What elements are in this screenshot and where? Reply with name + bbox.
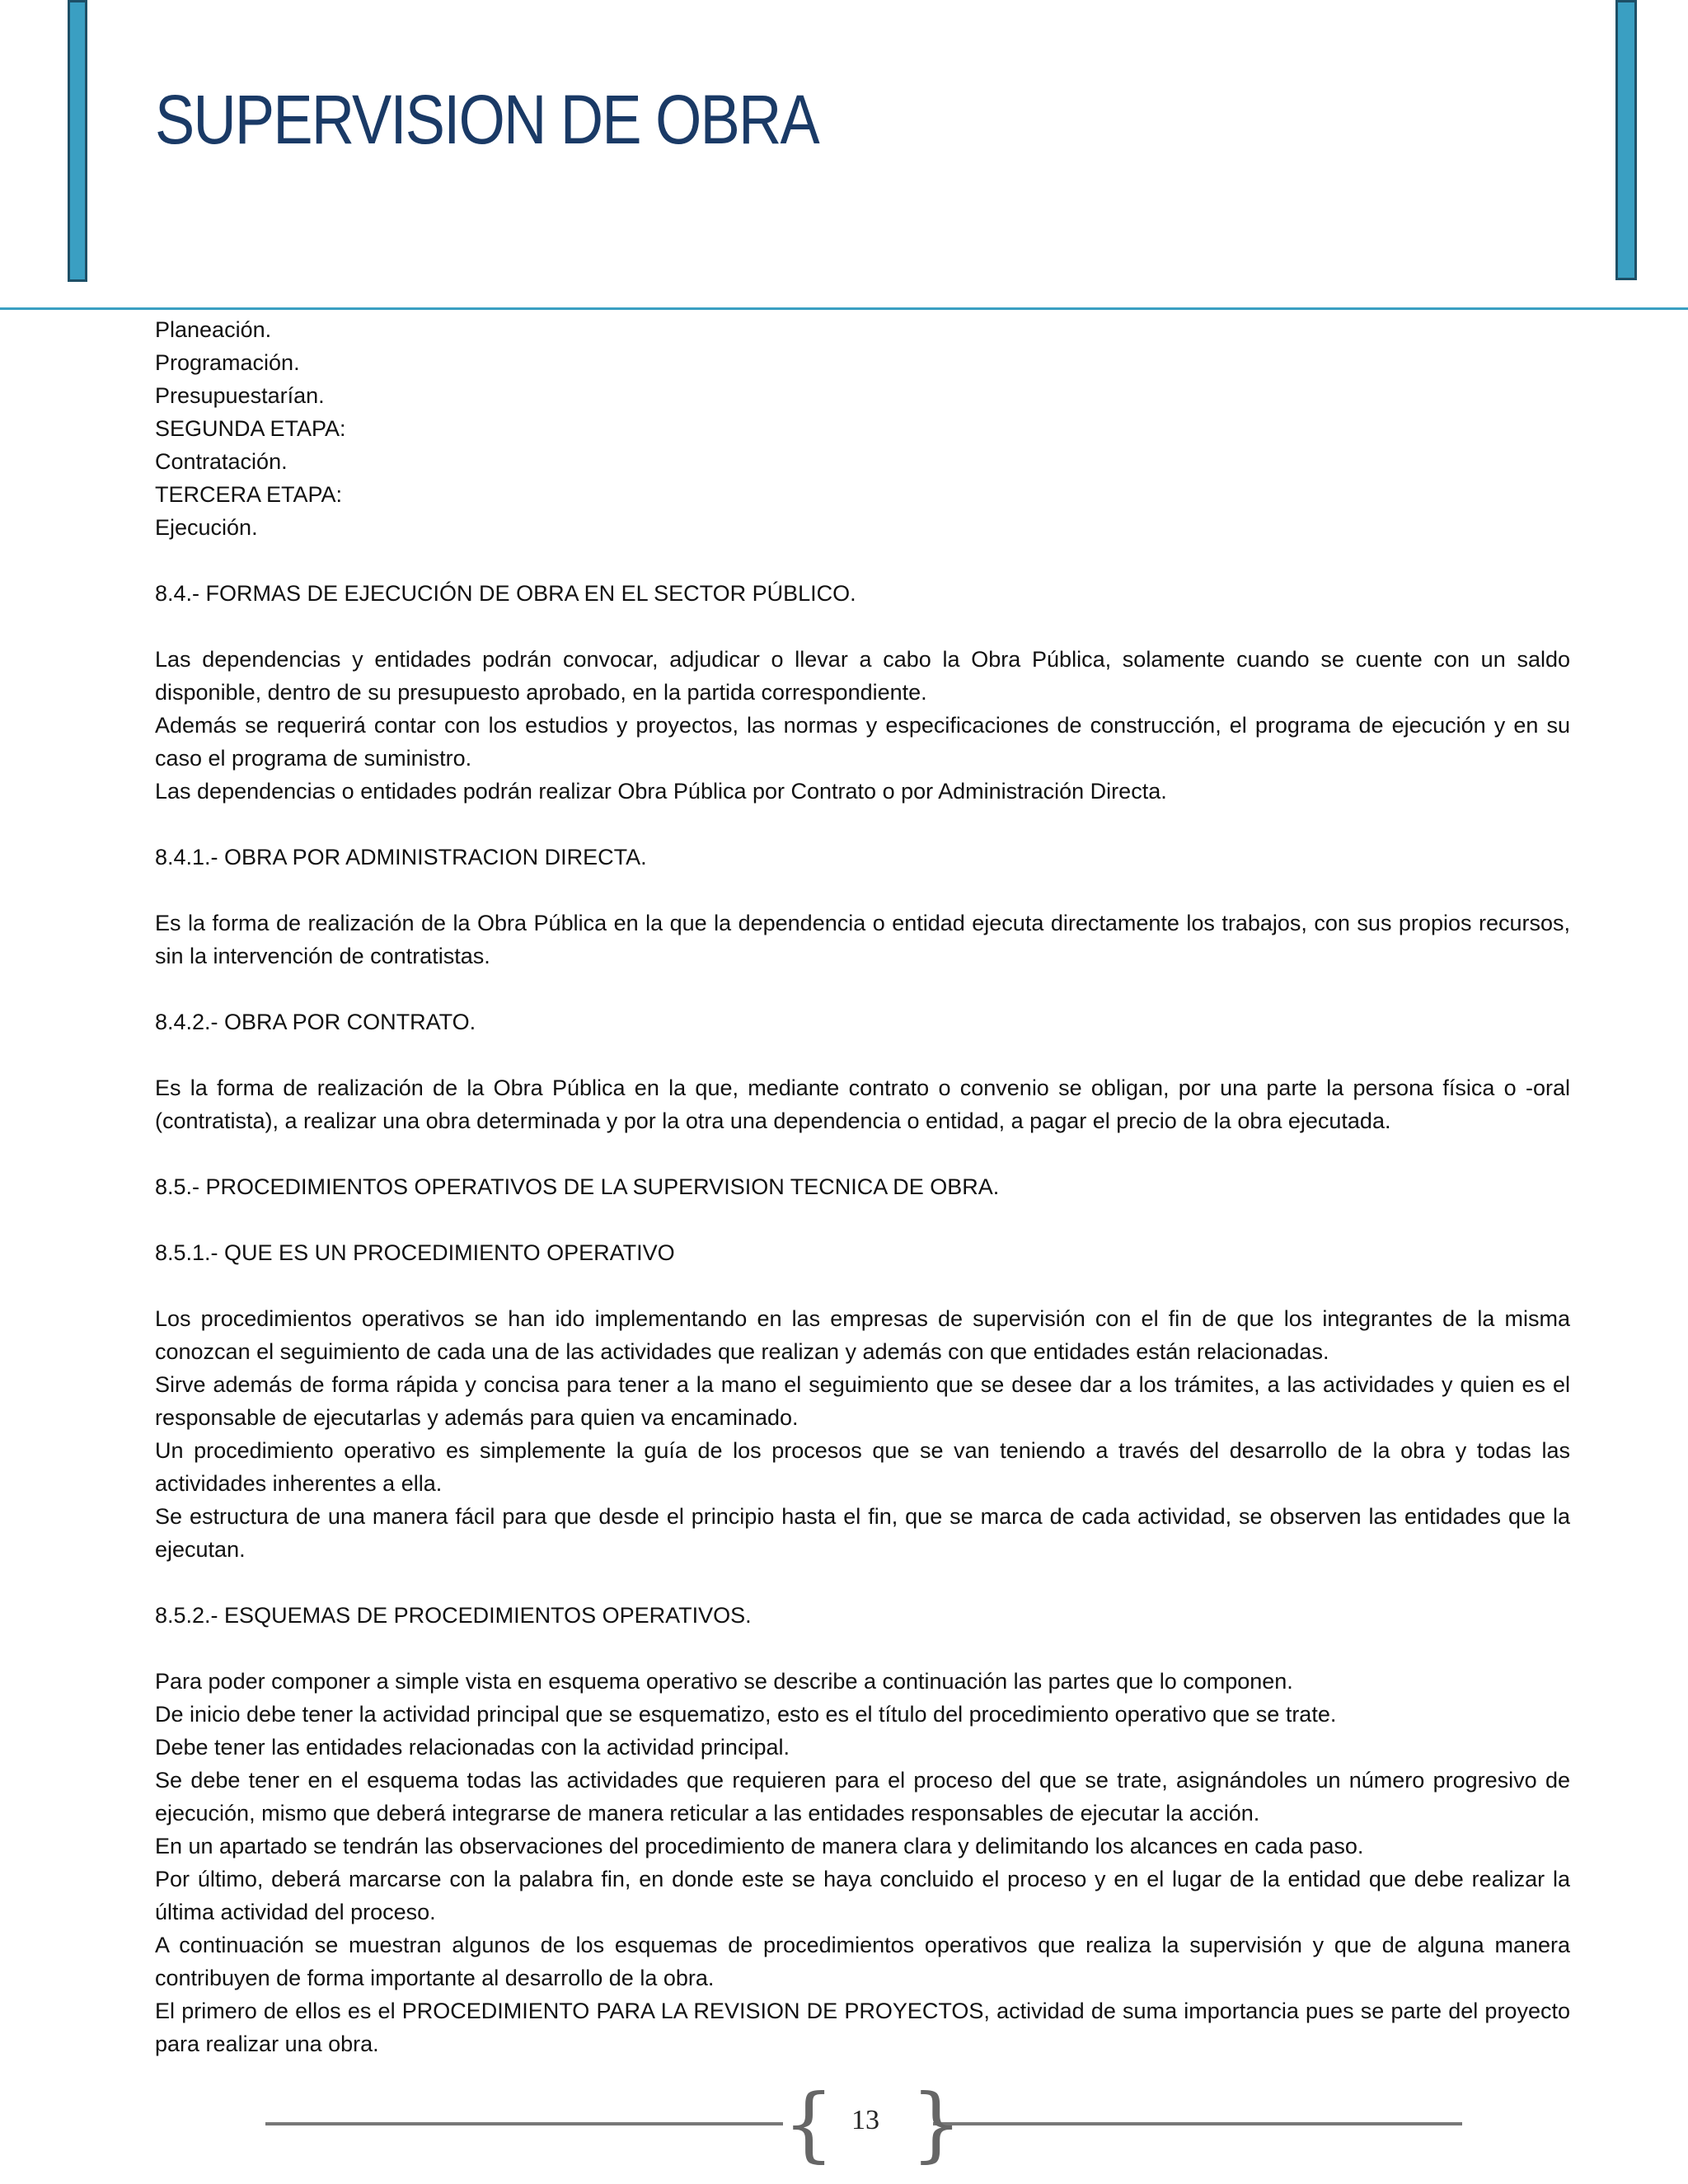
- body-paragraph: Debe tener las entidades relacionadas con la actividad principal.: [155, 1735, 790, 1760]
- list-line: Planeación.: [155, 317, 272, 342]
- page-number: 13: [851, 2105, 879, 2135]
- paragraph-spacer: [155, 1269, 1570, 1302]
- body-paragraph: A continuación se muestran algunos de los esquemas de procedimientos operativos que realiza la supervisión y que de alguna manera contribuyen de forma importante al desarrollo de la obra.: [155, 1933, 1570, 1990]
- list-line: SEGUNDA ETAPA:: [155, 416, 346, 441]
- section-heading: 8.4.2.- OBRA POR CONTRATO.: [155, 1010, 476, 1034]
- section-heading: 8.4.- FORMAS DE EJECUCIÓN DE OBRA EN EL SECTOR PÚBLICO.: [155, 581, 856, 606]
- body-paragraph: Es la forma de realización de la Obra Pública en la que, mediante contrato o convenio se obligan, por una parte la persona física o -oral (contratista), a realizar una obra determinada y por la otra una dependencia o entidad, a pagar el precio de la obra ejecutada.: [155, 1076, 1570, 1133]
- body-paragraph: Además se requerirá contar con los estudios y proyectos, las normas y especificaciones de construcción, el programa de ejecución y en su caso el programa de suministro.: [155, 713, 1570, 771]
- body-paragraph: Los procedimientos operativos se han ido implementando en las empresas de supervisión con el fin de que los integrantes de la misma conozcan el seguimiento de cada una de las actividades que realizan y además con que entidades están relacionadas.: [155, 1306, 1570, 1364]
- list-line: TERCERA ETAPA:: [155, 482, 343, 507]
- section-heading: 8.5.- PROCEDIMIENTOS OPERATIVOS DE LA SUPERVISION TECNICA DE OBRA.: [155, 1174, 1000, 1199]
- paragraph-spacer: [155, 1203, 1570, 1236]
- body-paragraph: Las dependencias o entidades podrán realizar Obra Pública por Contrato o por Administración Directa.: [155, 779, 1167, 804]
- body-paragraph: Para poder componer a simple vista en esquema operativo se describe a continuación las partes que lo componen.: [155, 1669, 1293, 1694]
- list-line: Contratación.: [155, 449, 288, 474]
- body-paragraph: Se debe tener en el esquema todas las actividades que requieren para el proceso del que se trate, asignándoles un número progresivo de ejecución, mismo que deberá integrarse de manera reticular a las entidades responsables de ejecutar la acción.: [155, 1768, 1570, 1825]
- paragraph-spacer: [155, 544, 1570, 577]
- section-heading: 8.5.2.- ESQUEMAS DE PROCEDIMIENTOS OPERATIVOS.: [155, 1603, 752, 1628]
- header-accent-bar-right: [1615, 0, 1637, 280]
- body-paragraph: En un apartado se tendrán las observaciones del procedimiento de manera clara y delimitando los alcances en cada paso.: [155, 1834, 1364, 1858]
- body-paragraph: Un procedimiento operativo es simplemente la guía de los procesos que se van teniendo a través del desarrollo de la obra y todas las actividades inherentes a ella.: [155, 1438, 1570, 1496]
- header-divider: [0, 307, 1688, 310]
- section-heading: 8.4.1.- OBRA POR ADMINISTRACION DIRECTA.: [155, 845, 647, 869]
- footer-rule-right: [933, 2122, 1462, 2125]
- footer-rule-left: [265, 2122, 783, 2125]
- body-paragraph: Las dependencias y entidades podrán convocar, adjudicar o llevar a cabo la Obra Pública, solamente cuando se cuente con un saldo disponible, dentro de su presupuesto aprobado, en la partida correspondiente.: [155, 647, 1570, 705]
- paragraph-spacer: [155, 874, 1570, 907]
- body-paragraph: Se estructura de una manera fácil para que desde el principio hasta el fin, que se marca de cada actividad, se observen las entidades que la ejecutan.: [155, 1504, 1570, 1562]
- document-body: [155, 313, 1570, 2060]
- body-paragraph: El primero de ellos es el PROCEDIMIENTO PARA LA REVISION DE PROYECTOS, actividad de suma importancia pues se parte del proyecto para realizar una obra.: [155, 1999, 1570, 2056]
- footer-brace-right: }: [911, 2078, 963, 2172]
- section-heading: 8.5.1.- QUE ES UN PROCEDIMIENTO OPERATIVO: [155, 1240, 675, 1265]
- body-paragraph: Sirve además de forma rápida y concisa para tener a la mano el seguimiento que se desee dar a los trámites, a las actividades y quien es el responsable de ejecutarlas y además para quien va encaminado.: [155, 1372, 1570, 1430]
- header-accent-bar-left: [68, 0, 87, 282]
- body-paragraph: De inicio debe tener la actividad principal que se esquematizo, esto es el título del procedimiento operativo que se trate.: [155, 1702, 1337, 1727]
- paragraph-spacer: [155, 1566, 1570, 1599]
- paragraph-spacer: [155, 808, 1570, 841]
- page-title: SUPERVISION DE OBRA: [155, 81, 819, 158]
- paragraph-spacer: [155, 972, 1570, 1005]
- paragraph-spacer: [155, 1137, 1570, 1170]
- list-line: Ejecución.: [155, 515, 258, 540]
- footer-brace-left: {: [783, 2078, 835, 2172]
- body-paragraph: Es la forma de realización de la Obra Pública en la que la dependencia o entidad ejecuta directamente los trabajos, con sus propios recursos, sin la intervención de contratistas.: [155, 911, 1570, 968]
- body-paragraph: Por último, deberá marcarse con la palabra fin, en donde este se haya concluido el proceso y en el lugar de la entidad que debe realizar la última actividad del proceso.: [155, 1867, 1570, 1924]
- paragraph-spacer: [155, 1038, 1570, 1071]
- list-line: Presupuestarían.: [155, 383, 325, 408]
- list-line: Programación.: [155, 350, 300, 375]
- paragraph-spacer: [155, 1632, 1570, 1665]
- paragraph-spacer: [155, 610, 1570, 643]
